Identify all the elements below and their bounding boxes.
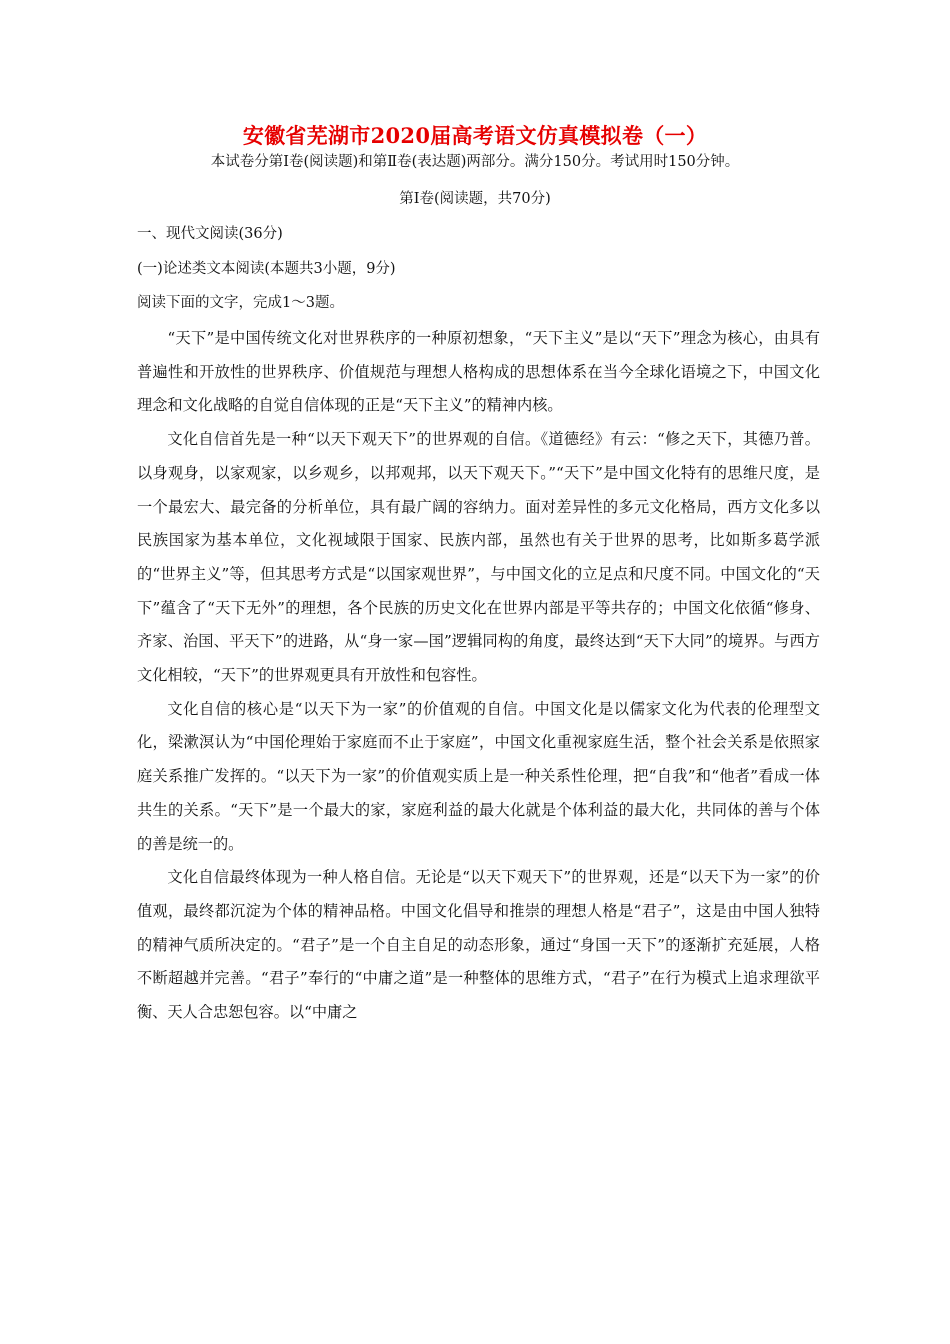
exam-description: 本试卷分第Ⅰ卷(阅读题)和第Ⅱ卷(表达题)两部分。满分150分。考试用时150分钟。 <box>210 154 740 170</box>
passage-paragraph-1: “天下”是中国传统文化对世界秩序的一种原初想象，“天下主义”是以“天下”理念为核心，由具有普遍性和开放性的世界秩序、价值规范与理想人格构成的思想体系在当今全球化语境之下，中国文化理念和文化战略的自觉自信体现的正是“天下主义”的精神内核。 <box>137 329 820 415</box>
section-heading: 一、现代文阅读(36分) <box>137 226 283 242</box>
passage-paragraph-2: 文化自信首先是一种“以天下观天下”的世界观的自信。《道德经》有云：“修之天下，其德乃普。以身观身，以家观家，以乡观乡，以邦观邦，以天下观天下。”“天下”是中国文化特有的思维尺度，是一个最宏大、最完备的分析单位，具有最广阔的容纳力。面对差异性的多元文化格局，西方文化多以民族国家为基本单位，文化视域限于国家、民族内部，虽然也有关于世界的思考，比如斯多葛学派的“世界主义”等，但其思考方式是“以国家观世界”，与中国文化的立足点和尺度不同。中国文化的“天下”蕴含了“天下无外”的理想，各个民族的历史文化在世界内部是平等共存的；中国文化依循“修身、齐家、治国、平天下”的进路，从“身一家—国”逻辑同构的角度，最终达到“天下大同”的境界。与西方文化相较，“天下”的世界观更具有开放性和包容性。 <box>137 430 820 685</box>
passage <box>137 322 820 1030</box>
reading-instruction: 阅读下面的文字，完成1～3题。 <box>137 295 344 311</box>
passage-paragraph-3: 文化自信的核心是“以天下为一家”的价值观的自信。中国文化是以儒家文化为代表的伦理型文化，梁漱溟认为“中国伦理始于家庭而不止于家庭”，中国文化重视家庭生活，整个社会关系是依照家庭关系推广发挥的。“以天下为一家”的价值观实质上是一种关系性伦理，把“自我”和“他者”看成一体共生的关系。“天下”是一个最大的家，家庭利益的最大化就是个体利益的最大化，共同体的善与个体的善是统一的。 <box>137 699 820 853</box>
part-heading: 第Ⅰ卷(阅读题，共70分) <box>399 191 551 207</box>
passage-paragraph-4: 文化自信最终体现为一种人格自信。无论是“以天下观天下”的世界观，还是“以天下为一家”的价值观，最终都沉淀为个体的精神品格。中国文化倡导和推崇的理想人格是“君子”，这是由中国人独特的精神气质所决定的。“君子”是一个自主自足的动态形象，通过“身国一天下”的逐渐扩充延展，人格不断超越并完善。“君子”奉行的“中庸之道”是一种整体的思维方式，“君子”在行为模式上追求理欲平衡、天人合忠恕包容。以“中庸之 <box>137 868 820 1022</box>
subsection-heading: (一)论述类文本阅读(本题共3小题，9分) <box>137 261 396 277</box>
document-title: 安徽省芜湖市2020届高考语文仿真模拟卷（一） <box>242 123 708 148</box>
